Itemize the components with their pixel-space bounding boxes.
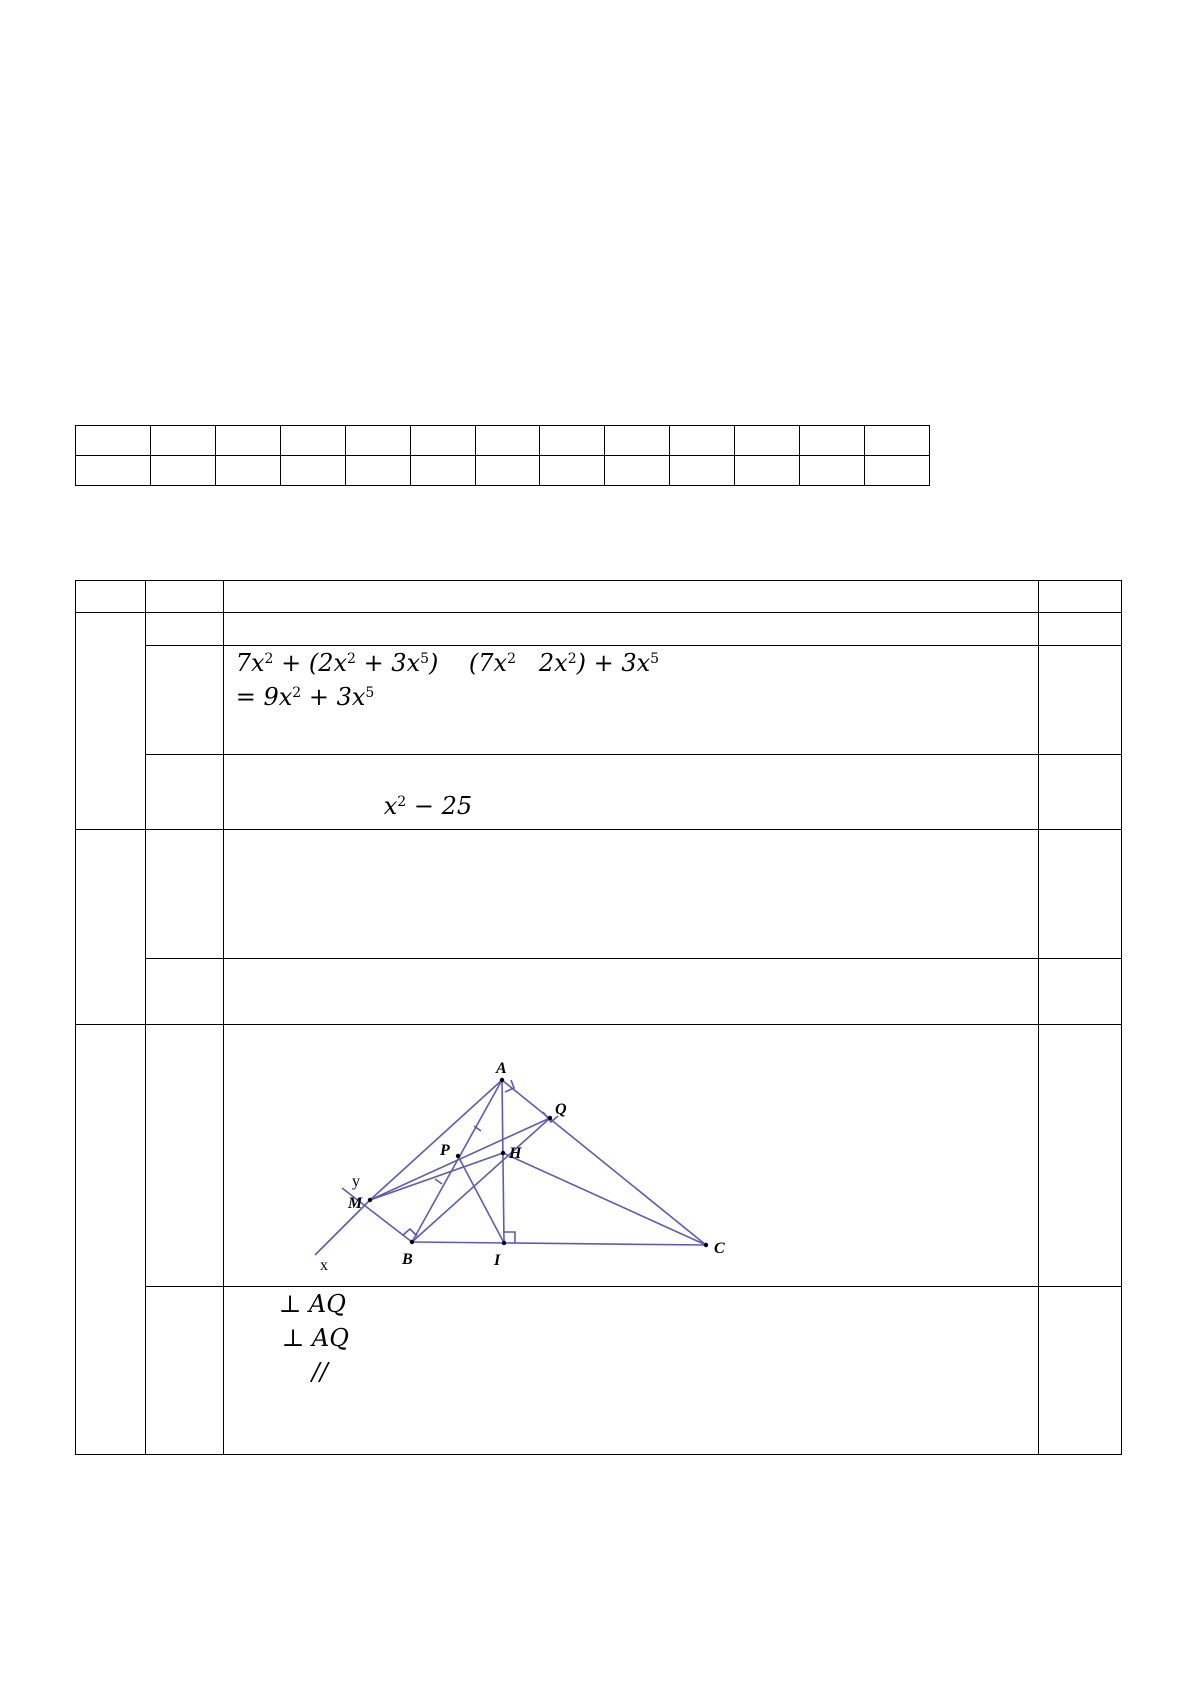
answer-cell xyxy=(215,426,280,456)
part-cell xyxy=(145,959,223,1025)
answer-cell xyxy=(800,426,865,456)
point-b xyxy=(410,1240,414,1244)
proof-line-2: ⊥ AQ xyxy=(281,1324,349,1352)
header-row xyxy=(76,581,1122,613)
expression-line-2: = $9x^2 + 3x^5$ xyxy=(235,683,375,711)
label-c: C xyxy=(714,1240,725,1257)
answer-cell xyxy=(475,456,540,486)
solution-table xyxy=(75,580,1122,1455)
content-cell xyxy=(223,830,1038,959)
answer-cell xyxy=(540,426,605,456)
proof-line-3: // xyxy=(311,1358,328,1386)
answer-cell xyxy=(76,426,151,456)
header-cell xyxy=(76,581,146,613)
score-cell xyxy=(1039,1287,1122,1455)
point-c xyxy=(704,1243,708,1247)
part-cell xyxy=(145,613,223,646)
content-cell xyxy=(223,613,1038,646)
q3-number-cell xyxy=(76,1025,146,1455)
answer-cell xyxy=(345,426,410,456)
part-cell xyxy=(145,646,223,755)
content-cell xyxy=(223,755,1038,830)
part-cell xyxy=(145,755,223,830)
answer-cell xyxy=(345,456,410,486)
segment-ac xyxy=(502,1080,706,1245)
tick-mark-2 xyxy=(435,1179,442,1184)
answer-cell xyxy=(150,456,215,486)
part-cell xyxy=(145,1025,223,1287)
proof-line-1: ⊥ AQ xyxy=(278,1290,346,1318)
label-b: B xyxy=(402,1251,413,1268)
q1-part1-row xyxy=(76,613,1122,646)
geometry-figure xyxy=(300,1040,760,1270)
q2-part2-row xyxy=(76,959,1122,1025)
q1-number-cell xyxy=(76,613,146,830)
segment-mh xyxy=(370,1153,503,1200)
answer-cell xyxy=(475,426,540,456)
part-cell xyxy=(145,830,223,959)
segment-bq xyxy=(412,1118,550,1242)
q3-proof-row xyxy=(76,1287,1122,1455)
score-cell xyxy=(1039,830,1122,959)
answer-cell xyxy=(215,456,280,486)
q2-number-cell xyxy=(76,830,146,1025)
score-cell xyxy=(1039,959,1122,1025)
score-cell xyxy=(1039,646,1122,755)
q1-part3-row xyxy=(76,755,1122,830)
answer-cell xyxy=(605,456,670,486)
answer-cell xyxy=(865,426,930,456)
answer-cell xyxy=(865,456,930,486)
label-y: y xyxy=(352,1173,360,1190)
answer-cell xyxy=(735,456,800,486)
right-angle-i xyxy=(504,1232,515,1243)
answer-cell xyxy=(410,456,475,486)
segment-pi xyxy=(458,1156,504,1243)
segment-hc xyxy=(503,1153,706,1245)
label-h: H xyxy=(509,1145,522,1162)
point-m xyxy=(368,1198,372,1202)
point-q xyxy=(548,1116,552,1120)
label-i: I xyxy=(494,1252,501,1269)
content-cell xyxy=(223,646,1038,755)
answer-cell xyxy=(800,456,865,486)
answer-cell xyxy=(735,426,800,456)
figure-lines xyxy=(315,1080,706,1255)
segment-am xyxy=(370,1080,502,1200)
answer-cell xyxy=(540,456,605,486)
answer-cell xyxy=(670,456,735,486)
header-cell xyxy=(1039,581,1122,613)
label-x: x xyxy=(320,1257,328,1270)
figure-labels xyxy=(320,1060,725,1270)
answer-grid-row xyxy=(76,426,930,456)
answer-cell xyxy=(76,456,151,486)
point-a xyxy=(500,1078,504,1082)
right-angle-b xyxy=(403,1229,417,1236)
score-cell xyxy=(1039,613,1122,646)
point-h xyxy=(501,1151,505,1155)
answer-cell xyxy=(280,456,345,486)
answer-cell xyxy=(410,426,475,456)
q2-part1-row xyxy=(76,830,1122,959)
label-a: A xyxy=(496,1060,507,1077)
content-cell xyxy=(223,959,1038,1025)
answer-cell xyxy=(150,426,215,456)
label-m: M xyxy=(348,1195,363,1212)
label-p: P xyxy=(440,1142,450,1159)
expression-line-1: $7x^2 + (2x^2 + 3x^5)$ ($7x^2$ $2x^2) + 3x^5$ xyxy=(235,649,660,677)
segment-bc xyxy=(412,1242,706,1245)
label-q: Q xyxy=(555,1101,567,1118)
score-cell xyxy=(1039,755,1122,830)
figure-points xyxy=(368,1078,708,1247)
answer-grid-row xyxy=(76,456,930,486)
header-cell xyxy=(223,581,1038,613)
score-cell xyxy=(1039,1025,1122,1287)
q1-part2-row xyxy=(76,646,1122,755)
answer-cell xyxy=(670,426,735,456)
point-i xyxy=(502,1241,506,1245)
content-cell xyxy=(223,1287,1038,1455)
header-cell xyxy=(145,581,223,613)
expression-x2-minus-25: $x^2 - 25$ xyxy=(383,792,473,820)
point-p xyxy=(456,1154,460,1158)
answer-cell xyxy=(605,426,670,456)
part-cell xyxy=(145,1287,223,1455)
answer-cell xyxy=(280,426,345,456)
answer-grid xyxy=(75,425,930,486)
